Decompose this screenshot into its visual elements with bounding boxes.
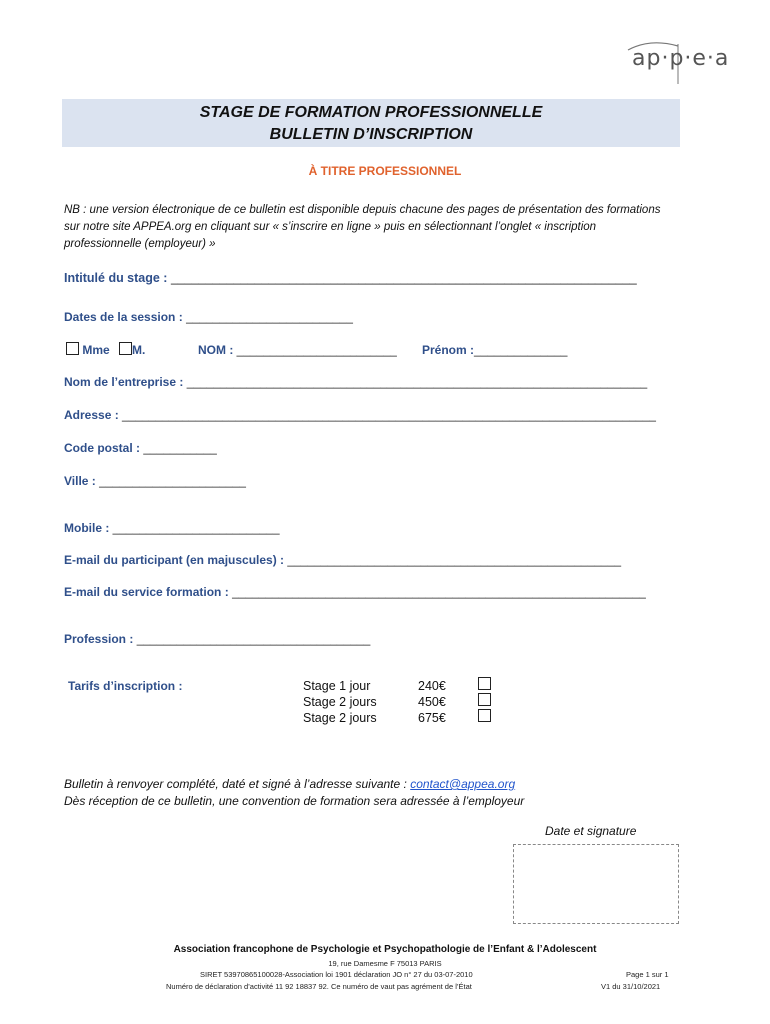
nom-blank[interactable]: ________________________	[236, 343, 397, 357]
dates-field[interactable]	[64, 310, 353, 324]
prenom-label: Prénom :	[422, 343, 475, 357]
nom-field[interactable]	[198, 343, 397, 357]
email-service-field[interactable]	[64, 585, 646, 599]
footer-declaration: Numéro de déclaration d’activité 11 92 18837 92. Ce numéro de vaut pas agrément de l’État	[166, 982, 472, 991]
email-service-label: E-mail du service formation :	[64, 585, 229, 599]
tarif-price: 240€	[418, 679, 446, 693]
subtitle: À TITRE PROFESSIONNEL	[308, 164, 462, 178]
ville-blank[interactable]: ______________________	[99, 474, 246, 488]
entreprise-label: Nom de l’entreprise :	[64, 375, 184, 389]
ville-label: Ville :	[64, 474, 96, 488]
header-title-line1: STAGE DE FORMATION PROFESSIONNELLE	[199, 104, 543, 121]
tarif-name: Stage 2 jours	[303, 695, 377, 709]
profession-field[interactable]	[64, 632, 370, 646]
mme-checkbox[interactable]	[66, 342, 79, 355]
nb-line: sur notre site APPEA.org en cliquant sur « s’inscrire en ligne » puis en sélectionnant l’onglet « inscription	[64, 221, 597, 233]
adresse-label: Adresse :	[64, 408, 119, 422]
entreprise-blank[interactable]: _____________________________________________________________________	[186, 375, 648, 389]
nb-note	[64, 202, 684, 253]
m-checkbox[interactable]	[119, 342, 132, 355]
header-title-line2: BULLETIN D’INSCRIPTION	[269, 126, 473, 143]
return-text: Bulletin à renvoyer complété, daté et signé à l’adresse suivante :	[64, 777, 411, 791]
tarif-name: Stage 1 jour	[303, 679, 371, 693]
profession-blank[interactable]: ___________________________________	[136, 632, 371, 646]
appea-logo	[620, 36, 740, 96]
return-instructions	[64, 776, 524, 810]
tarif-price: 675€	[418, 711, 446, 725]
tarif-checkbox-3[interactable]	[478, 709, 491, 722]
convention-text: Dès réception de ce bulletin, une convention de formation sera adressée à l’employeur	[64, 794, 525, 808]
dates-label: Dates de la session :	[64, 310, 183, 324]
tarif-list	[303, 678, 377, 726]
footer-address: 19, rue Damesme F 75013 PARIS	[328, 959, 442, 968]
mobile-blank[interactable]: _________________________	[112, 521, 280, 535]
tarif-name: Stage 2 jours	[303, 711, 377, 725]
intitule-label: Intitulé du stage :	[64, 271, 168, 285]
ville-field[interactable]	[64, 474, 246, 488]
email-participant-label: E-mail du participant (en majuscules) :	[64, 553, 285, 567]
prenom-field[interactable]	[422, 343, 567, 357]
email-service-blank[interactable]: ______________________________________________________________	[232, 585, 646, 599]
nb-line: professionnelle (employeur) »	[64, 238, 216, 250]
tarif-price: 450€	[418, 695, 446, 709]
code-postal-blank[interactable]: ___________	[143, 441, 217, 455]
tarifs-label: Tarifs d’inscription :	[68, 679, 183, 693]
code-postal-label: Code postal :	[64, 441, 141, 455]
m-label: M.	[132, 343, 146, 357]
intitule-field[interactable]	[64, 271, 637, 285]
email-participant-field[interactable]	[64, 553, 621, 567]
dates-blank[interactable]: _________________________	[186, 310, 353, 324]
contact-email-link[interactable]: contact@appea.org	[410, 777, 516, 791]
nom-label: NOM :	[198, 343, 234, 357]
email-participant-blank[interactable]: __________________________________________________	[287, 553, 622, 567]
nb-line: NB : une version électronique de ce bulletin est disponible depuis chacune des pages de présentation des formations	[64, 204, 661, 216]
civility-row	[66, 342, 145, 357]
profession-label: Profession :	[64, 632, 134, 646]
tarif-checkboxes	[478, 676, 491, 724]
signature-box[interactable]	[513, 844, 679, 924]
footer-version: V1 du 31/10/2021	[601, 982, 661, 991]
mme-label: Mme	[82, 343, 110, 357]
footer-title: Association francophone de Psychologie et Psychopathologie de l’Enfant & l’Adolescent	[173, 944, 597, 955]
adresse-blank[interactable]: ________________________________________________________________________________	[122, 408, 656, 422]
mobile-field[interactable]	[64, 521, 280, 535]
prenom-blank[interactable]: ______________	[474, 343, 568, 357]
tarif-checkbox-2[interactable]	[478, 693, 491, 706]
intitule-blank[interactable]: ___________________________________________________________________	[170, 271, 637, 285]
footer-page-number: Page 1 sur 1	[626, 970, 669, 979]
entreprise-field[interactable]	[64, 375, 647, 389]
tarif-checkbox-1[interactable]	[478, 677, 491, 690]
adresse-field[interactable]	[64, 408, 656, 422]
footer-siret: SIRET 53970865100028-Association loi 1901 déclaration JO n° 27 du 03-07-2010	[200, 970, 473, 979]
form-header	[62, 99, 680, 147]
date-signature-label: Date et signature	[545, 824, 637, 838]
mobile-label: Mobile :	[64, 521, 110, 535]
code-postal-field[interactable]	[64, 441, 217, 455]
logo-text: ap·p·e·a	[632, 46, 730, 71]
tarif-prices	[418, 678, 446, 726]
